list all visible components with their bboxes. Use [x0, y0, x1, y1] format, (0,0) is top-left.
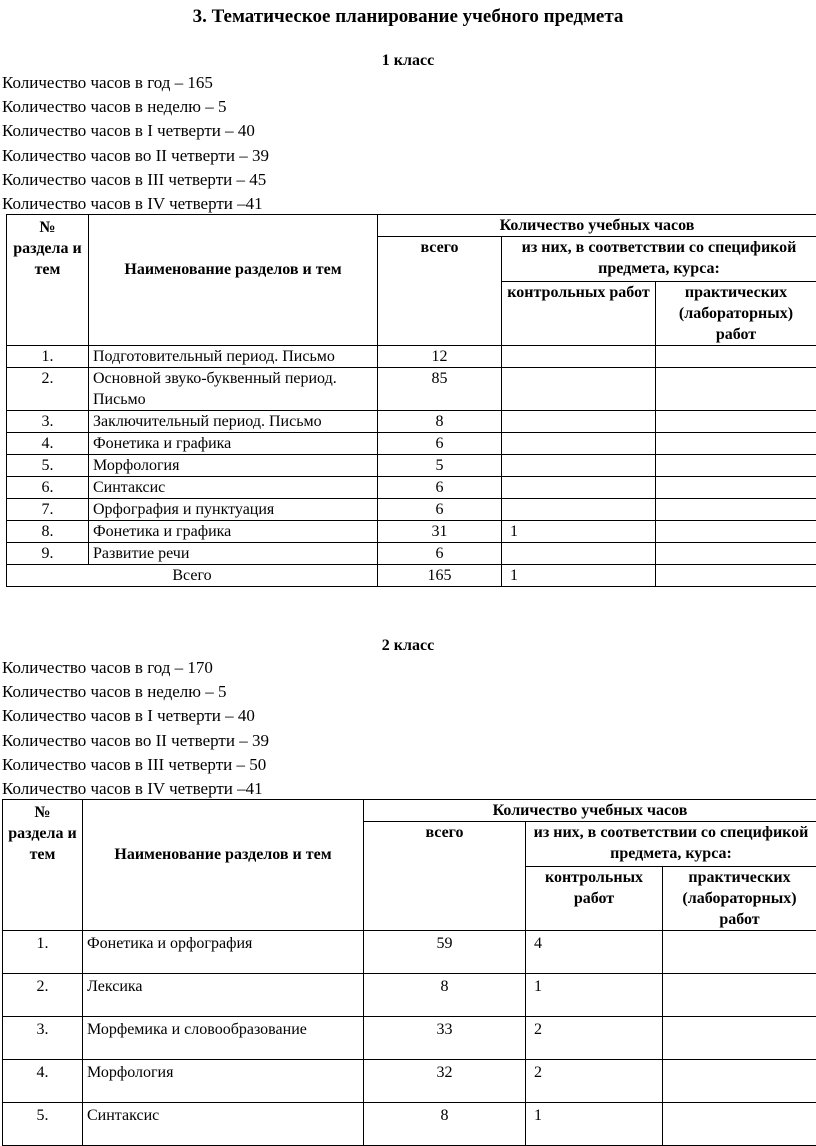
table-row	[7, 433, 816, 455]
row-control-works	[502, 346, 656, 368]
grade2-hours-line: Количество часов во II четверти – 39	[2, 729, 269, 753]
total-row	[7, 565, 816, 587]
grade2-hours-line: Количество часов в IV четверти –41	[2, 777, 269, 801]
row-section-name: Фонетика и графика	[89, 521, 378, 543]
header-name: Наименование разделов и тем	[83, 800, 364, 931]
row-number: 1.	[3, 931, 83, 974]
row-practical-works	[656, 368, 816, 411]
row-number: 8.	[7, 521, 89, 543]
table-row	[7, 346, 816, 368]
row-number: 5.	[7, 455, 89, 477]
row-practical-works	[656, 521, 816, 543]
row-practical-works	[656, 346, 816, 368]
row-total-hours: 6	[378, 499, 502, 521]
header-of-them: из них, в соответствии со спецификой предмета, курса:	[526, 822, 816, 867]
row-control-works: 4	[526, 931, 663, 974]
row-number: 5.	[3, 1103, 83, 1146]
row-control-works	[502, 499, 656, 521]
row-section-name: Морфемика и словообразование	[83, 1017, 364, 1060]
header-name: Наименование разделов и тем	[89, 215, 378, 346]
grade2-hours-line: Количество часов в III четверти – 50	[2, 753, 269, 777]
row-practical-works	[663, 1060, 816, 1103]
grade1-hours-info	[2, 71, 269, 216]
row-number: 4.	[3, 1060, 83, 1103]
total-practical-works	[656, 565, 816, 587]
grade2-hours-info	[2, 656, 269, 801]
grade2-hours-line: Количество часов в I четверти – 40	[2, 704, 269, 728]
table-row	[3, 1017, 816, 1060]
grade1-hours-line: Количество часов во II четверти – 39	[2, 144, 269, 168]
grade1-hours-line: Количество часов в I четверти – 40	[2, 119, 269, 143]
row-practical-works	[663, 974, 816, 1017]
row-number: 4.	[7, 433, 89, 455]
row-total-hours: 8	[364, 974, 526, 1017]
row-total-hours: 8	[378, 411, 502, 433]
row-control-works	[502, 368, 656, 411]
row-number: 2.	[7, 368, 89, 411]
header-hours: Количество учебных часов	[378, 215, 816, 237]
row-section-name: Подготовительный период. Письмо	[89, 346, 378, 368]
row-section-name: Лексика	[83, 974, 364, 1017]
row-control-works: 2	[526, 1060, 663, 1103]
header-num: № раздела и тем	[3, 800, 83, 931]
row-total-hours: 5	[378, 455, 502, 477]
grade1-plan-table	[6, 214, 816, 587]
row-number: 6.	[7, 477, 89, 499]
table-row	[7, 411, 816, 433]
row-practical-works	[656, 499, 816, 521]
header-hours: Количество учебных часов	[364, 800, 816, 822]
row-number: 3.	[7, 411, 89, 433]
grade1-hours-line: Количество часов в неделю – 5	[2, 95, 269, 119]
table-row	[3, 931, 816, 974]
row-total-hours: 31	[378, 521, 502, 543]
grade2-hours-line: Количество часов в год – 170	[2, 656, 269, 680]
row-section-name: Развитие речи	[89, 543, 378, 565]
row-section-name: Морфология	[89, 455, 378, 477]
table-row	[7, 543, 816, 565]
row-control-works	[502, 411, 656, 433]
row-practical-works	[656, 411, 816, 433]
table-row	[3, 1103, 816, 1146]
row-section-name: Синтаксис	[83, 1103, 364, 1146]
row-total-hours: 12	[378, 346, 502, 368]
row-practical-works	[663, 1017, 816, 1060]
row-number: 9.	[7, 543, 89, 565]
row-total-hours: 6	[378, 477, 502, 499]
grade2-hours-line: Количество часов в неделю – 5	[2, 680, 269, 704]
row-number: 1.	[7, 346, 89, 368]
grade1-heading: 1 класс	[0, 52, 816, 70]
row-section-name: Заключительный период. Письмо	[89, 411, 378, 433]
row-control-works: 1	[526, 1103, 663, 1146]
row-number: 2.	[3, 974, 83, 1017]
row-control-works: 2	[526, 1017, 663, 1060]
row-section-name: Морфология	[83, 1060, 364, 1103]
row-section-name: Фонетика и графика	[89, 433, 378, 455]
row-section-name: Фонетика и орфография	[83, 931, 364, 974]
table-row	[7, 477, 816, 499]
row-control-works	[502, 477, 656, 499]
grade1-hours-line: Количество часов в год – 165	[2, 71, 269, 95]
document-title: 3. Тематическое планирование учебного предмета	[0, 6, 816, 28]
header-total: всего	[378, 237, 502, 346]
row-control-works	[502, 543, 656, 565]
table-row	[7, 499, 816, 521]
row-section-name: Орфография и пунктуация	[89, 499, 378, 521]
row-control-works: 1	[526, 974, 663, 1017]
header-control: контрольных работ	[526, 867, 663, 931]
header-of-them: из них, в соответствии со спецификой предмета, курса:	[502, 237, 816, 282]
row-total-hours: 32	[364, 1060, 526, 1103]
row-practical-works	[656, 455, 816, 477]
row-number: 3.	[3, 1017, 83, 1060]
row-number: 7.	[7, 499, 89, 521]
row-practical-works	[663, 1103, 816, 1146]
row-practical-works	[656, 477, 816, 499]
table-row	[7, 368, 816, 411]
row-total-hours: 6	[378, 433, 502, 455]
header-control: контрольных работ	[502, 282, 656, 346]
row-total-hours: 8	[364, 1103, 526, 1146]
row-total-hours: 85	[378, 368, 502, 411]
row-control-works: 1	[502, 521, 656, 543]
header-practical: практических (лабораторных) работ	[656, 282, 816, 346]
grade2-heading: 2 класс	[0, 637, 816, 655]
table-row	[3, 1060, 816, 1103]
grade1-hours-line: Количество часов в IV четверти –41	[2, 192, 269, 216]
row-practical-works	[656, 543, 816, 565]
row-total-hours: 33	[364, 1017, 526, 1060]
header-practical: практических (лабораторных) работ	[663, 867, 816, 931]
row-total-hours: 6	[378, 543, 502, 565]
total-hours: 165	[378, 565, 502, 587]
row-practical-works	[663, 931, 816, 974]
grade1-hours-line: Количество часов в III четверти – 45	[2, 168, 269, 192]
total-control-works: 1	[502, 565, 656, 587]
row-control-works	[502, 455, 656, 477]
row-practical-works	[656, 433, 816, 455]
header-total: всего	[364, 822, 526, 931]
row-section-name: Синтаксис	[89, 477, 378, 499]
row-control-works	[502, 433, 656, 455]
header-num: № раздела и тем	[7, 215, 89, 346]
table-row	[3, 974, 816, 1017]
row-total-hours: 59	[364, 931, 526, 974]
row-section-name: Основной звуко-буквенный период. Письмо	[89, 368, 378, 411]
grade2-plan-table	[2, 799, 816, 1146]
table-row	[7, 455, 816, 477]
total-label: Всего	[7, 565, 378, 587]
table-row	[7, 521, 816, 543]
